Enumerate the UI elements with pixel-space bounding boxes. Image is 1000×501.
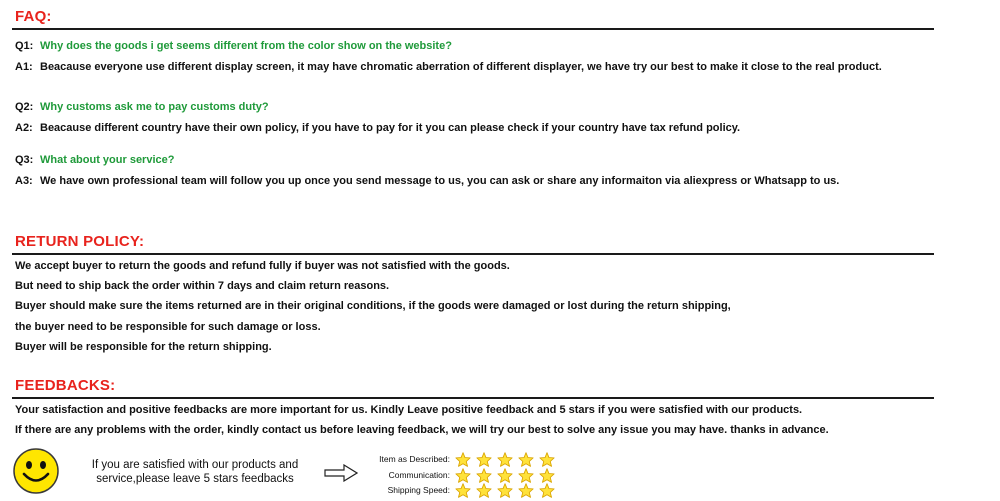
question-text: What about your service?	[40, 154, 175, 166]
star-icon	[455, 483, 471, 498]
faq-heading: FAQ:	[15, 8, 52, 25]
star-icon	[476, 483, 492, 498]
faq-question-2	[15, 101, 269, 113]
question-text: Why does the goods i get seems different from the color show on the website?	[40, 40, 452, 52]
star-icon	[518, 468, 534, 483]
rating-label: Item as Described:	[379, 454, 450, 464]
rating-stars-item-as-described	[455, 452, 560, 467]
answer-label: A3:	[15, 175, 33, 187]
feedbacks-line: Your satisfaction and positive feedbacks are more important for us. Kindly Leave positive feedback and 5 stars if you were satisfied with our products.	[15, 404, 803, 416]
star-icon	[518, 452, 534, 467]
faq-divider	[12, 28, 934, 30]
star-icon	[497, 452, 513, 467]
rating-row-item-as-described	[340, 452, 450, 467]
return-policy-line: Buyer should make sure the items returned are in their original conditions, if the goods were damaged or lost during the return shipping,	[15, 300, 731, 312]
feedbacks-divider	[12, 397, 934, 399]
star-icon	[476, 452, 492, 467]
answer-text: Beacause different country have their own policy, if you have to pay for it you can please check if your country have tax refund policy.	[40, 122, 741, 134]
star-icon	[476, 468, 492, 483]
answer-label: A2:	[15, 122, 33, 134]
faq-question-1	[15, 40, 452, 52]
five-star-request	[64, 458, 326, 486]
star-icon	[539, 483, 555, 498]
smiley-face-icon	[12, 447, 60, 495]
return-policy-line: But need to ship back the order within 7 days and claim return reasons.	[15, 280, 390, 292]
answer-text: We have own professional team will follow you up once you send message to us, you can ask or share any informaiton via aliexpress or Whatsapp to us.	[40, 175, 840, 187]
star-icon	[455, 452, 471, 467]
return-policy-line: the buyer need to be responsible for such damage or loss.	[15, 321, 321, 333]
star-icon	[539, 452, 555, 467]
rating-stars-shipping-speed	[455, 483, 560, 498]
rating-row-communication	[340, 468, 450, 483]
faq-answer-3	[15, 175, 839, 187]
question-label: Q2:	[15, 101, 34, 113]
return-policy-line: Buyer will be responsible for the return shipping.	[15, 341, 272, 353]
star-icon	[518, 483, 534, 498]
star-icon	[455, 468, 471, 483]
return-policy-heading: RETURN POLICY:	[15, 233, 145, 250]
rating-stars-communication	[455, 468, 560, 483]
five-star-request-line: If you are satisfied with our products and	[91, 459, 299, 471]
feedbacks-line: If there are any problems with the order, kindly contact us before leaving feedback, we will try our best to solve any issue you may have. thanks in advance.	[15, 424, 829, 436]
answer-label: A1:	[15, 61, 33, 73]
five-star-request-line: service,please leave 5 stars feedbacks	[96, 473, 294, 485]
star-icon	[497, 483, 513, 498]
return-policy-divider	[12, 253, 934, 255]
faq-answer-1	[15, 61, 882, 73]
question-text: Why customs ask me to pay customs duty?	[40, 101, 269, 113]
rating-label: Shipping Speed:	[387, 485, 450, 495]
question-label: Q1:	[15, 40, 34, 52]
return-policy-line: We accept buyer to return the goods and refund fully if buyer was not satisfied with the goods.	[15, 260, 510, 272]
faq-question-3	[15, 154, 174, 166]
star-icon	[539, 468, 555, 483]
answer-text: Beacause everyone use different display screen, it may have chromatic aberration of different displayer, we have try our best to make it close to the real product.	[40, 61, 882, 73]
rating-label: Communication:	[388, 470, 450, 480]
star-icon	[497, 468, 513, 483]
rating-row-shipping-speed	[340, 483, 450, 498]
question-label: Q3:	[15, 154, 34, 166]
faq-answer-2	[15, 122, 740, 134]
feedbacks-heading: FEEDBACKS:	[15, 377, 116, 394]
